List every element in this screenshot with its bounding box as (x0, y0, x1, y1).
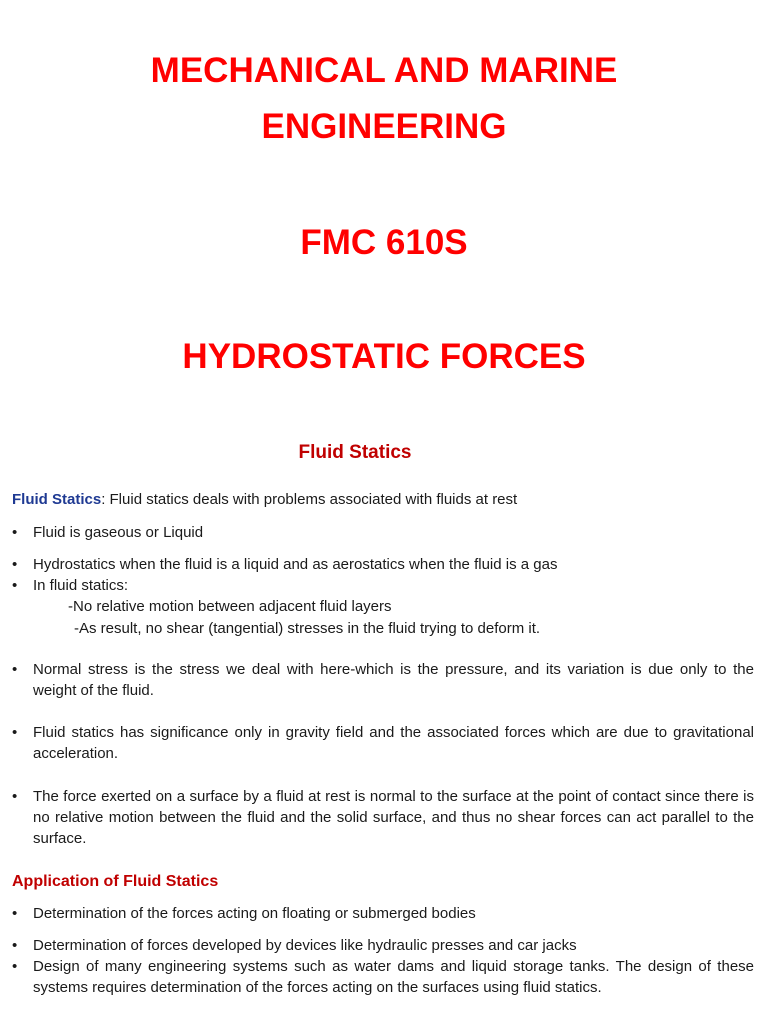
bullet-icon: • (12, 556, 18, 573)
title-line-1: MECHANICAL AND MARINE (150, 51, 618, 90)
intro-term: Fluid Statics (12, 491, 102, 508)
list-item-text: Determination of the forces acting on floating or submerged bodies (33, 905, 476, 922)
bullet-icon: • (12, 524, 18, 541)
list-item-text: Fluid is gaseous or Liquid (33, 524, 204, 541)
list-item (12, 575, 754, 596)
title-line-2: ENGINEERING (261, 107, 507, 146)
list-item (12, 659, 754, 701)
list-item-text: Design of many engineering systems such as water dams and liquid storage tanks. The design of these systems requires determination of the forces acting on the surfaces using fluid statics. (33, 958, 754, 996)
topic-title: HYDROSTATIC FORCES (182, 337, 586, 376)
bullet-icon: • (12, 937, 18, 954)
list-item (12, 722, 754, 764)
bullet-icon: • (12, 905, 18, 922)
list-item (12, 935, 754, 956)
list-item (12, 956, 754, 998)
list-item-text: In fluid statics: (33, 577, 129, 594)
list-item (12, 522, 754, 543)
list-item-text: The force exerted on a surface by a fluid at rest is normal to the surface at the point of contact since there is no relative motion between the fluid and the solid surface, and thus no shear forces can act parallel to the surface. (33, 788, 754, 847)
bullet-icon: • (12, 788, 18, 805)
sub-list-item: -As result, no shear (tangential) stresses in the fluid trying to deform it. (74, 620, 541, 637)
list-item-text: Determination of forces developed by devices like hydraulic presses and car jacks (33, 937, 577, 954)
list-item-text: Normal stress is the stress we deal with here-which is the pressure, and its variation is due only to the weight of the fluid. (33, 661, 754, 699)
course-code: FMC 610S (300, 223, 468, 262)
section-heading-application: Application of Fluid Statics (12, 873, 219, 890)
intro-paragraph (12, 489, 757, 511)
intro-text: : Fluid statics deals with problems associated with fluids at rest (101, 491, 518, 508)
sub-list-item: -No relative motion between adjacent fluid layers (68, 598, 392, 615)
list-item (12, 786, 754, 849)
list-item-text: Fluid statics has significance only in gravity field and the associated forces which are due to gravitational acceleration. (33, 724, 754, 762)
list-item (12, 903, 754, 924)
list-item (12, 554, 754, 575)
list-item-text: Hydrostatics when the fluid is a liquid and as aerostatics when the fluid is a gas (33, 556, 558, 573)
section-heading-fluid-statics: Fluid Statics (298, 442, 412, 463)
bullet-icon: • (12, 724, 18, 741)
bullet-icon: • (12, 958, 18, 975)
bullet-icon: • (12, 577, 18, 594)
bullet-icon: • (12, 661, 18, 678)
